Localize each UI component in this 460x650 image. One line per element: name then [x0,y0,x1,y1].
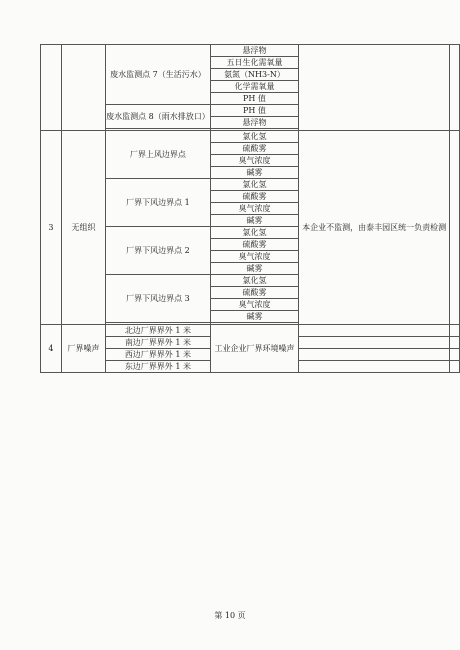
monitor-item: 五日生化需氧量 [210,57,298,69]
wastewater-point-8: 废水监测点 8（雨水排放口） [106,105,211,129]
monitor-item: 硫酸雾 [210,287,298,299]
monitor-item: 碱雾 [210,263,298,275]
wastewater-point-7: 废水监测点 7（生活污水） [106,45,211,105]
fugitive-point-downwind-2: 厂界下风边界点 2 [106,227,211,275]
section4-note-cell [299,337,450,349]
section4-category: 厂界噪声 [61,325,105,373]
monitor-item: 臭气浓度 [210,155,298,167]
monitor-item: 硫酸雾 [210,239,298,251]
section4-extra-cell [450,349,460,361]
section1-extra-cell [450,45,460,131]
section3-note: 本企业不监测，由泰丰园区统一负责检测 [299,131,450,325]
monitor-item: 臭气浓度 [210,299,298,311]
fugitive-point-downwind-3: 厂界下风边界点 3 [106,275,211,323]
section4-note-cell [299,361,450,373]
noise-point-west: 西边厂界界外 1 米 [106,349,211,361]
section4-extra-cell [450,337,460,349]
section4-extra-cell [450,361,460,373]
section3-category: 无组织 [61,131,105,325]
monitor-item: PH 值 [210,93,298,105]
section3-number: 3 [41,131,62,325]
section4-extra-cell [450,325,460,337]
monitor-item: 臭气浓度 [210,251,298,263]
monitor-item: 氯化氢 [210,227,298,239]
monitor-item: 氯化氢 [210,179,298,191]
monitor-item: 悬浮物 [210,117,298,129]
monitor-item: 悬浮物 [210,45,298,57]
fugitive-point-downwind-1: 厂界下风边界点 1 [106,179,211,227]
section1-note-cell [299,45,450,131]
monitor-item: 氯化氢 [210,275,298,287]
section1-number-cell [41,45,62,131]
monitor-item: 碱雾 [210,215,298,227]
monitor-item: PH 值 [210,105,298,117]
fugitive-point-upwind: 厂界上风边界点 [106,131,211,179]
monitor-item: 氨氮（NH3-N） [210,69,298,81]
section4-number: 4 [41,325,62,373]
monitor-item: 化学需氧量 [210,81,298,93]
monitor-item: 硫酸雾 [210,143,298,155]
monitor-item: 碱雾 [210,311,298,323]
noise-point-north: 北边厂界界外 1 米 [106,325,211,337]
noise-point-south: 南边厂界界外 1 米 [106,337,211,349]
monitor-item: 氯化氢 [210,131,298,143]
page-number: 第 10 页 [214,611,246,620]
section1-category-cell [61,45,105,131]
monitor-item: 硫酸雾 [210,191,298,203]
noise-point-east: 东边厂界界外 1 米 [106,361,211,373]
section4-note-cell [299,325,450,337]
section4-note-cell [299,349,450,361]
monitor-item: 碱雾 [210,167,298,179]
section3-extra-cell [450,131,460,325]
noise-monitor-item: 工业企业厂界环境噪声 [210,325,298,373]
monitor-item: 臭气浓度 [210,203,298,215]
monitoring-table [40,44,460,373]
